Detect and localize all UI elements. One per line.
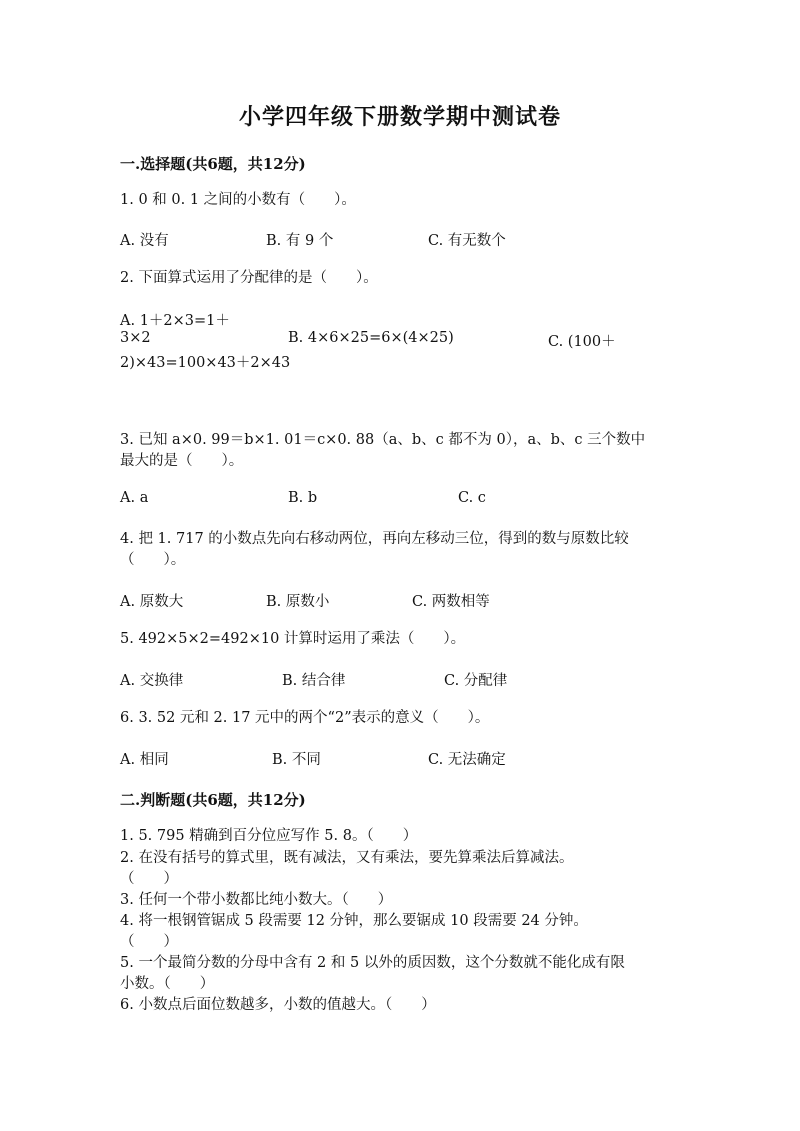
question-5-stem: 5. 492×5×2=492×10 计算时运用了乘法（ ）。 <box>120 631 466 647</box>
question-4-stem-line2: （ ）。 <box>120 552 186 568</box>
question-1-option-b: B. 有 9 个 <box>266 233 334 249</box>
question-6-option-b: B. 不同 <box>272 752 321 768</box>
judge-line-3: （ ） <box>120 871 178 887</box>
question-1-option-a: A. 没有 <box>120 233 169 249</box>
judge-line-6: （ ） <box>120 934 178 950</box>
question-2-stem: 2. 下面算式运用了分配律的是（ ）。 <box>120 270 378 286</box>
question-2-option-c-line1: C. (100＋ <box>548 334 616 350</box>
judge-line-4: 3. 任何一个带小数都比纯小数大。（ ） <box>120 892 393 908</box>
judge-line-5: 4. 将一根钢管锯成 5 段需要 12 分钟，那么要锯成 10 段需要 24 分钟。 <box>120 913 588 929</box>
question-3-option-b: B. b <box>288 490 318 506</box>
question-4-option-a: A. 原数大 <box>120 594 184 610</box>
question-5-option-c: C. 分配律 <box>444 673 508 689</box>
question-2-option-c-line2: 2)×43=100×43＋2×43 <box>120 355 291 371</box>
question-4-option-c: C. 两数相等 <box>412 594 490 610</box>
section-heading-choice: 一.选择题(共6题，共12分) <box>120 155 306 173</box>
question-5-option-a: A. 交换律 <box>120 673 184 689</box>
question-1-option-c: C. 有无数个 <box>428 233 506 249</box>
question-2-option-a-line2: 3×2 <box>120 330 151 346</box>
judge-line-2: 2. 在没有括号的算式里，既有减法，又有乘法，要先算乘法后算减法。 <box>120 850 574 866</box>
page-title: 小学四年级下册数学期中测试卷 <box>238 104 561 130</box>
question-5-option-b: B. 结合律 <box>282 673 346 689</box>
judge-line-8: 小数。（ ） <box>120 976 215 992</box>
question-2-option-a-line1: A. 1＋2×3=1＋ <box>120 313 230 329</box>
question-3-option-c: C. c <box>458 490 486 506</box>
question-6-option-a: A. 相同 <box>120 752 169 768</box>
question-3-stem-line1: 3. 已知 a×0. 99＝b×1. 01＝c×0. 88（a、b、c 都不为 0），a、b、c 三个数中 <box>120 432 646 448</box>
question-2-option-b: B. 4×6×25=6×(4×25) <box>288 330 454 346</box>
question-6-stem: 6. 3. 52 元和 2. 17 元中的两个“2”表示的意义（ ）。 <box>120 710 490 726</box>
question-6-option-c: C. 无法确定 <box>428 752 506 768</box>
question-4-option-b: B. 原数小 <box>266 594 330 610</box>
judge-line-9: 6. 小数点后面位数越多，小数的值越大。（ ） <box>120 997 436 1013</box>
section-heading-judge: 二.判断题(共6题，共12分) <box>120 791 306 809</box>
judge-line-7: 5. 一个最简分数的分母中含有 2 和 5 以外的质因数，这个分数就不能化成有限 <box>120 955 625 971</box>
question-3-stem-line2: 最大的是（ ）。 <box>120 453 244 469</box>
question-3-option-a: A. a <box>120 490 149 506</box>
question-4-stem-line1: 4. 把 1. 717 的小数点先向右移动两位，再向左移动三位，得到的数与原数比较 <box>120 531 629 547</box>
question-1-stem: 1. 0 和 0. 1 之间的小数有（ ）。 <box>120 192 356 208</box>
judge-line-1: 1. 5. 795 精确到百分位应写作 5. 8。（ ） <box>120 828 418 844</box>
